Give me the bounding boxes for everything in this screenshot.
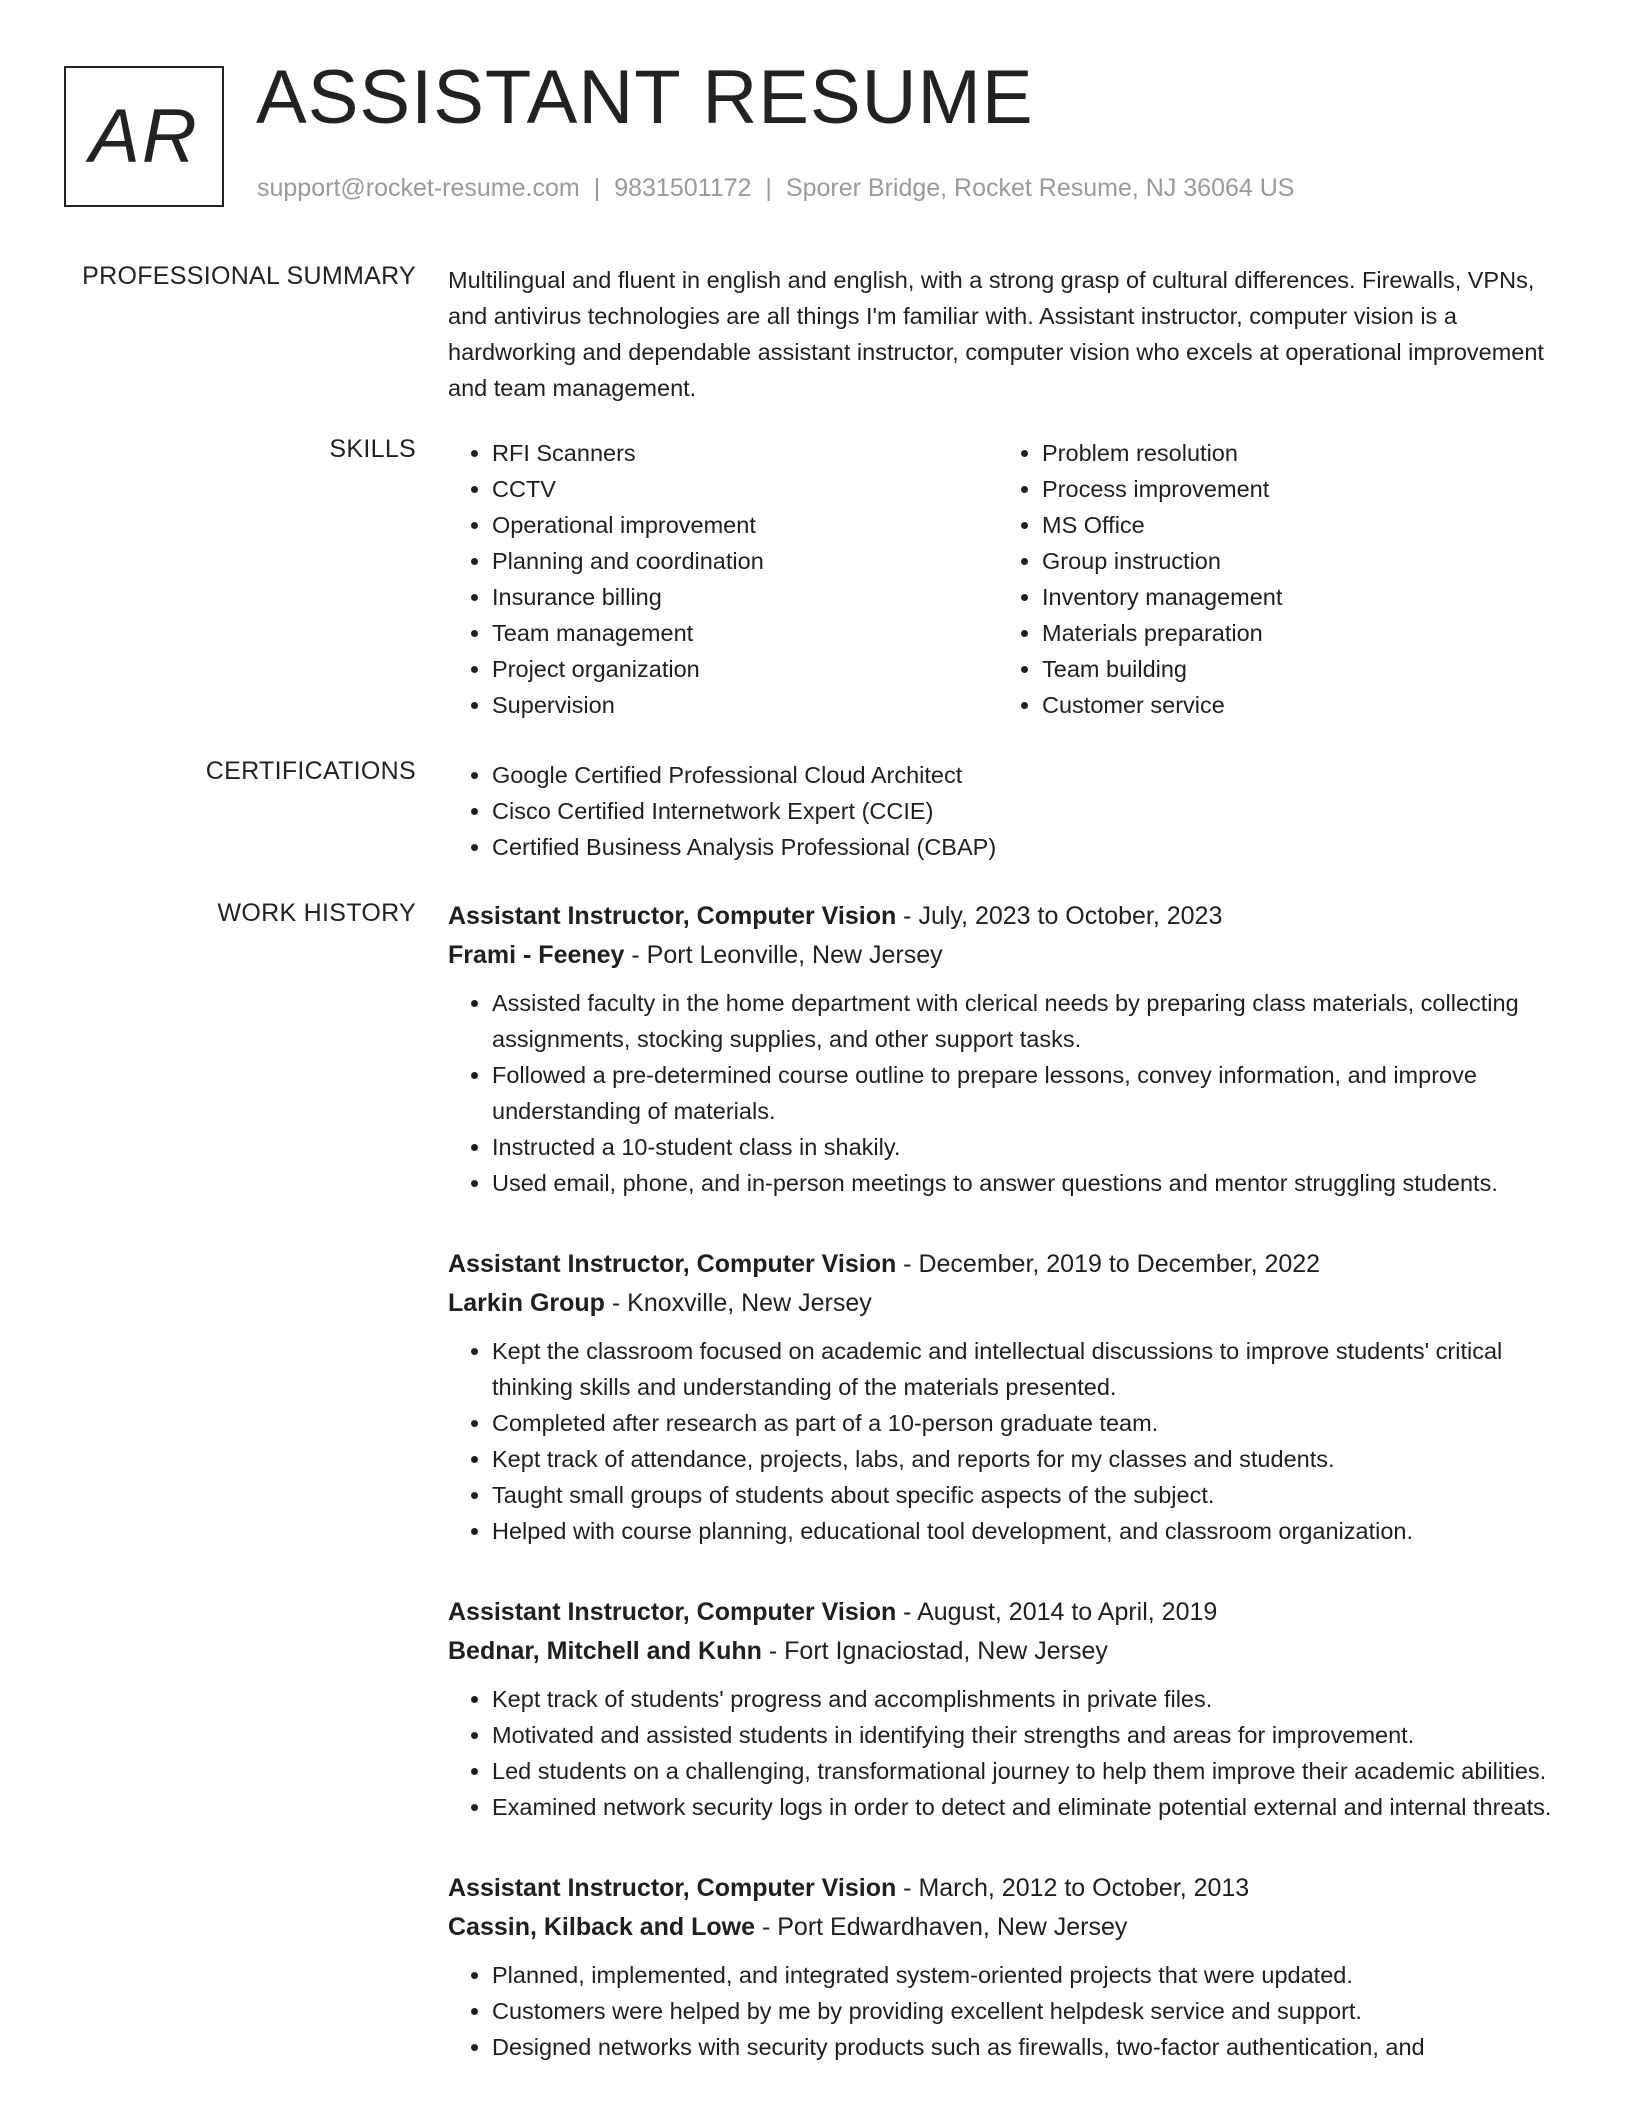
certification-item: • Google Certified Professional Cloud Architect xyxy=(492,757,1568,793)
job-dates: - July, 2023 to October, 2023 xyxy=(896,902,1223,930)
skill-item: • Supervision xyxy=(492,687,998,723)
job-bullet: • Kept track of students' progress and accomplishments in private files. xyxy=(492,1681,1568,1717)
job-company: Frami - Feeney xyxy=(448,941,625,969)
job-bullet-list xyxy=(448,985,1568,1201)
job-bullet: • Kept the classroom focused on academic and intellectual discussions to improve students' critical thinking skills and understanding of the materials presented. xyxy=(492,1333,1568,1405)
job-bullet: • Planned, implemented, and integrated system-oriented projects that were updated. xyxy=(492,1957,1568,1993)
job-company: Larkin Group xyxy=(448,1289,605,1317)
contact-email: support@rocket-resume.com xyxy=(257,174,580,202)
job-location: - Fort Ignaciostad, New Jersey xyxy=(761,1637,1108,1665)
job-title-line xyxy=(448,1869,1568,1907)
monogram-initials: AR xyxy=(89,93,199,179)
skill-item: • Team building xyxy=(1042,651,1548,687)
skill-item: • Group instruction xyxy=(1042,543,1548,579)
job-dates: - December, 2019 to December, 2022 xyxy=(896,1250,1321,1278)
job-bullet: • Followed a pre-determined course outline to prepare lessons, convey information, and improve understanding of materials. xyxy=(492,1057,1568,1129)
job-bullet-list xyxy=(448,1681,1568,1825)
job-title: Assistant Instructor, Computer Vision xyxy=(448,902,897,930)
job-entry xyxy=(448,1869,1568,2065)
contact-line xyxy=(257,174,1294,203)
skill-item: • Team management xyxy=(492,615,998,651)
job-title-line xyxy=(448,897,1568,935)
section-heading-work-history: WORK HISTORY xyxy=(217,899,416,927)
section-heading-certifications: CERTIFICATIONS xyxy=(205,757,416,785)
job-bullet: • Examined network security logs in order to detect and eliminate potential external and internal threats. xyxy=(492,1789,1568,1825)
skill-item: • Planning and coordination xyxy=(492,543,998,579)
contact-separator: | xyxy=(593,174,601,202)
skill-item: • CCTV xyxy=(492,471,998,507)
section-heading-summary: PROFESSIONAL SUMMARY xyxy=(82,262,416,290)
job-company-line xyxy=(448,1283,1568,1323)
contact-separator: | xyxy=(765,174,772,202)
skill-item: • Materials preparation xyxy=(1042,615,1548,651)
job-entry xyxy=(448,1245,1568,1549)
skill-item: • Inventory management xyxy=(1042,579,1548,615)
job-bullet: • Customers were helped by me by providing excellent helpdesk service and support. xyxy=(492,1993,1568,2029)
skill-item: • Process improvement xyxy=(1042,471,1548,507)
job-entry xyxy=(448,1593,1568,1825)
job-bullet: • Helped with course planning, educational tool development, and classroom organization. xyxy=(492,1513,1568,1549)
summary-text: Multilingual and fluent in english and english, with a strong grasp of cultural differences. Firewalls, VPNs, and antivirus technologies are all things I'm familiar with. Assistant instructor, computer vision is a hardworking and dependable assistant instructor, computer vision who excels at operational improvement and team management. xyxy=(448,267,1544,401)
job-dates: - August, 2014 to April, 2019 xyxy=(896,1598,1218,1626)
certification-item: • Certified Business Analysis Professional (CBAP) xyxy=(492,829,1568,865)
skill-item: • Operational improvement xyxy=(492,507,998,543)
skill-item: • Project organization xyxy=(492,651,998,687)
skill-item: • MS Office xyxy=(1042,507,1548,543)
job-company: Cassin, Kilback and Lowe xyxy=(448,1913,756,1941)
job-title: Assistant Instructor, Computer Vision xyxy=(448,1598,897,1626)
skill-item: • Customer service xyxy=(1042,687,1548,723)
job-bullet: • Completed after research as part of a 10-person graduate team. xyxy=(492,1405,1568,1441)
job-company-line xyxy=(448,935,1568,975)
job-company-line xyxy=(448,1631,1568,1671)
job-company: Bednar, Mitchell and Kuhn xyxy=(448,1637,762,1665)
job-bullet: • Kept track of attendance, projects, labs, and reports for my classes and students. xyxy=(492,1441,1568,1477)
certification-item: • Cisco Certified Internetwork Expert (CCIE) xyxy=(492,793,1568,829)
job-title-line xyxy=(448,1593,1568,1631)
job-title: Assistant Instructor, Computer Vision xyxy=(448,1874,897,1902)
resume-name: ASSISTANT RESUME xyxy=(256,55,1034,140)
job-dates: - March, 2012 to October, 2013 xyxy=(896,1874,1250,1902)
skills-list-left xyxy=(448,435,998,723)
skill-item: • Problem resolution xyxy=(1042,435,1548,471)
job-location: - Port Edwardhaven, New Jersey xyxy=(755,1913,1128,1941)
job-bullet: • Led students on a challenging, transformational journey to help them improve their academic abilities. xyxy=(492,1753,1568,1789)
job-location: - Knoxville, New Jersey xyxy=(604,1289,872,1317)
job-title: Assistant Instructor, Computer Vision xyxy=(448,1250,897,1278)
job-entry xyxy=(448,897,1568,1201)
work-history-list xyxy=(448,897,1568,2065)
job-bullet-list xyxy=(448,1957,1568,2065)
contact-phone: 9831501172 xyxy=(614,174,752,202)
skill-item: • Insurance billing xyxy=(492,579,998,615)
job-bullet-list xyxy=(448,1333,1568,1549)
contact-address: Sporer Bridge, Rocket Resume, NJ 36064 US xyxy=(785,174,1295,202)
skills-list-right xyxy=(998,435,1548,723)
job-title-line xyxy=(448,1245,1568,1283)
job-location: - Port Leonville, New Jersey xyxy=(624,941,943,969)
monogram-badge xyxy=(64,66,224,207)
job-bullet: • Taught small groups of students about specific aspects of the subject. xyxy=(492,1477,1568,1513)
job-bullet: • Designed networks with security products such as firewalls, two-factor authentication, and xyxy=(492,2029,1568,2065)
job-company-line xyxy=(448,1907,1568,1947)
job-bullet: • Motivated and assisted students in identifying their strengths and areas for improvement. xyxy=(492,1717,1568,1753)
job-bullet: • Assisted faculty in the home department with clerical needs by preparing class materials, collecting assignments, stocking supplies, and other support tasks. xyxy=(492,985,1568,1057)
section-heading-skills: SKILLS xyxy=(329,435,416,463)
job-bullet: • Used email, phone, and in-person meetings to answer questions and mentor struggling students. xyxy=(492,1165,1568,1201)
skill-item: • RFI Scanners xyxy=(492,435,998,471)
job-bullet: • Instructed a 10-student class in shakily. xyxy=(492,1129,1568,1165)
certifications-list xyxy=(448,757,1568,865)
